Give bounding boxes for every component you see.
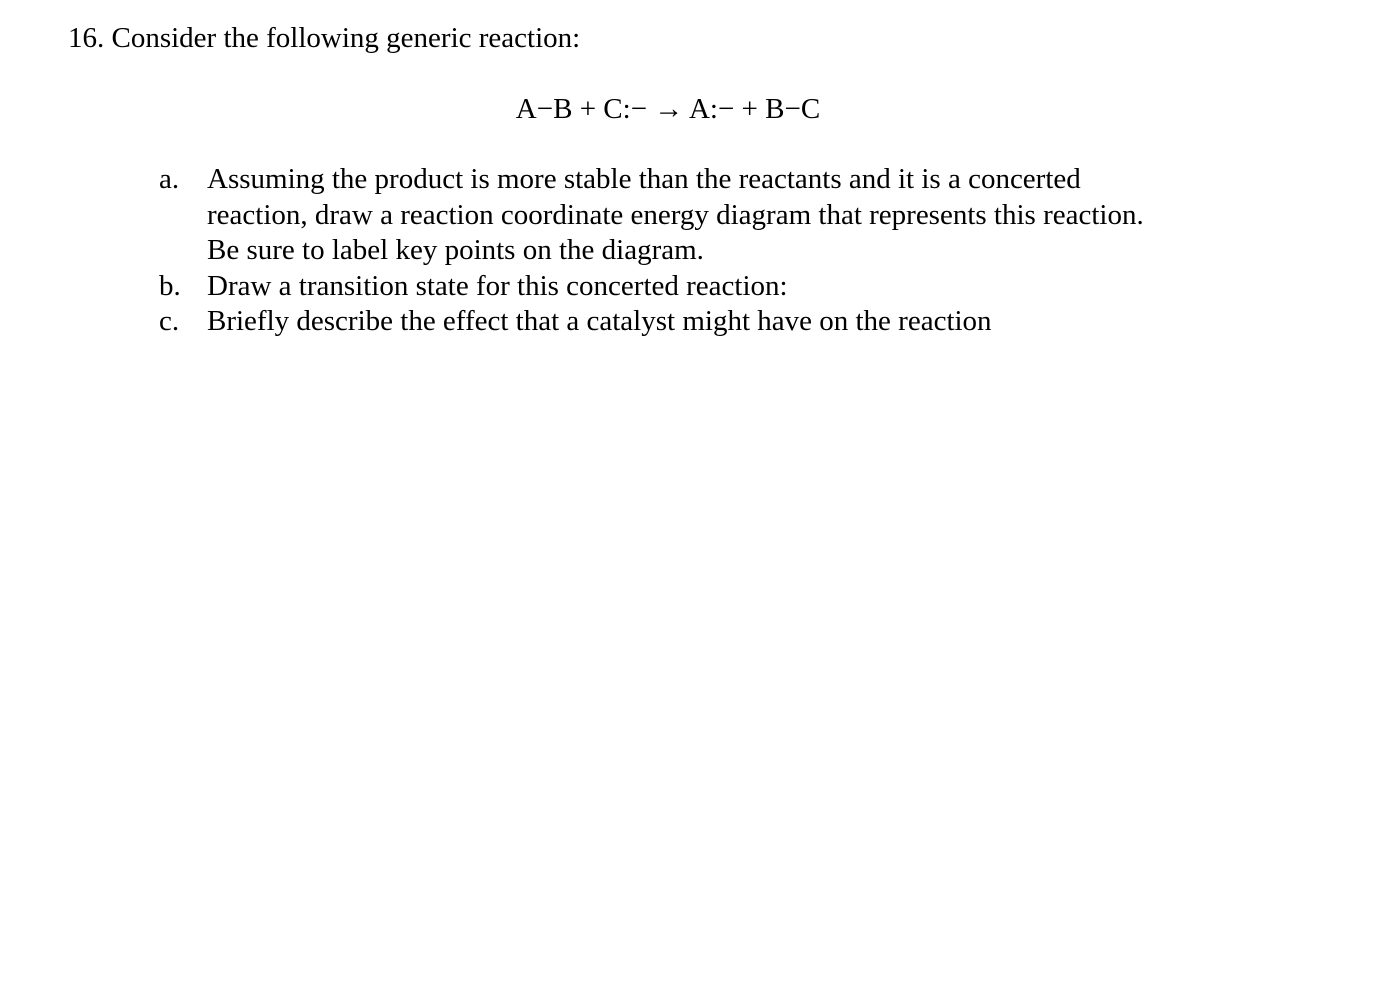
part-letter: c. xyxy=(159,305,180,337)
part-text xyxy=(207,162,1259,269)
part-text-line: Be sure to label key points on the diagram. xyxy=(207,234,704,266)
part-text xyxy=(207,304,1259,340)
question-title: 16. Consider the following generic reaction: xyxy=(68,22,581,54)
part-letter: b. xyxy=(159,269,181,302)
question-part-a xyxy=(159,162,1259,269)
question-part-b xyxy=(159,269,1259,305)
question-part-c xyxy=(159,304,1259,340)
part-text-line: Assuming the product is more stable than the reactants and it is a concerted xyxy=(207,163,1081,195)
part-text-line: Briefly describe the effect that a catalyst might have on the reaction xyxy=(207,305,992,337)
part-text xyxy=(207,269,1259,305)
part-text-line: reaction, draw a reaction coordinate energy diagram that represents this reaction. xyxy=(207,198,1144,231)
question-parts-list xyxy=(159,162,1259,340)
part-text-line: Draw a transition state for this concerted reaction: xyxy=(207,269,788,302)
part-letter: a. xyxy=(159,163,180,195)
reaction-equation: A−B + C:− → A:− + B−C xyxy=(515,93,821,125)
